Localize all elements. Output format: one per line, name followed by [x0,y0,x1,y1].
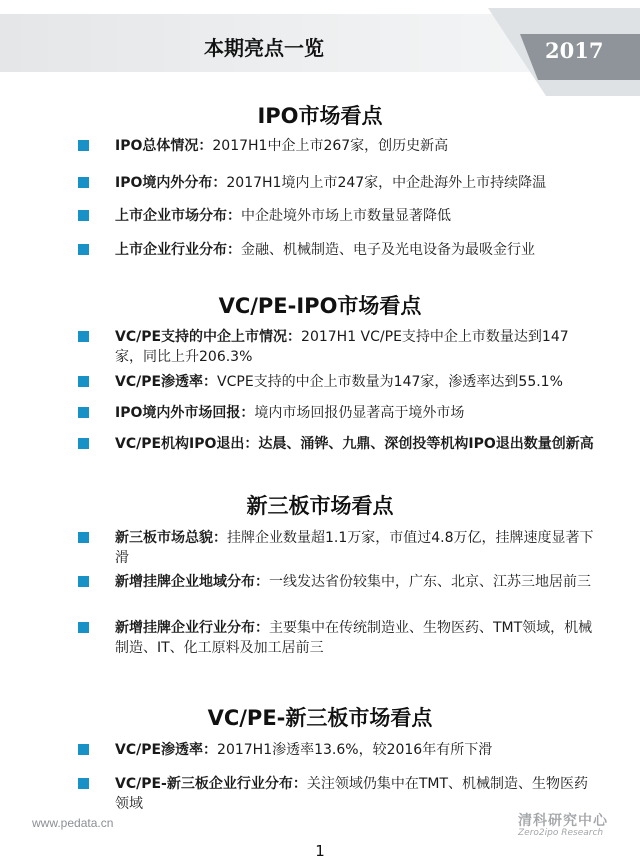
section-title-ipo: IPO市场看点 [257,104,383,128]
bullet-icon [78,210,89,221]
item-label: 新增挂牌企业行业分布： [115,620,269,636]
item-text: 2017H1中企上市267家，创历史新高 [212,138,449,154]
item-text: 金融、机械制造、电子及光电设备为最吸金行业 [241,242,535,258]
item-label: 新三板市场总貌： [115,530,227,546]
bullet-icon [78,622,89,633]
item-text: 一线发达省份较集中，广东、北京、江苏三地居前三 [269,574,591,590]
item-text: 挂牌企业数量超1.1万家，市值过4.8万亿，挂牌速度显著下滑 [115,530,594,566]
logo-main-text: 清科研究中心 [518,813,608,829]
list-item [115,528,595,568]
bullet-icon [78,744,89,755]
bullet-icon [78,532,89,543]
bullet-icon [78,576,89,587]
item-label: IPO总体情况： [115,138,213,154]
item-label: VC/PE机构IPO退出：达晨、涌铧、九鼎、深创投等机构IPO退出数量创新高 [115,436,594,452]
list-item [115,572,595,592]
item-text: 2017H1境内上市247家，中企赴海外上市持续降温 [226,175,547,191]
item-text: 境内市场回报仍显著高于境外市场 [254,405,465,421]
list-item [115,327,595,367]
logo-sub-text: Zero2ipo Research [518,828,604,838]
list-item [115,774,595,814]
item-text: 中企赴境外市场上市数量显著降低 [241,208,451,224]
bullet-icon [78,778,89,789]
item-label: VC/PE渗透率： [115,742,218,758]
list-item [115,173,595,193]
section-title-vcpe-neeq: VC/PE-新三板市场看点 [207,706,433,730]
page-title: 本期亮点一览 [204,36,324,60]
list-item [115,240,595,260]
item-label: 新增挂牌企业地域分布： [115,574,269,590]
footer-url: www.pedata.cn [32,816,114,830]
bullet-icon [78,177,89,188]
item-label: VC/PE支持的中企上市情况： [115,329,302,345]
section-title-neeq: 新三板市场看点 [246,494,394,518]
bullet-icon [78,331,89,342]
item-text: 2017H1渗透率13.6%，较2016年有所下滑 [217,742,493,758]
list-item [115,434,595,454]
item-label: 上市企业市场分布： [115,208,241,224]
bullet-icon [78,140,89,151]
item-label: 上市企业行业分布： [115,242,241,258]
list-item [115,136,595,156]
page-number: 1 [315,842,325,860]
item-text: VCPE支持的中企上市数量为147家，渗透率达到55.1% [217,374,563,390]
section-title-vcpe-ipo: VC/PE-IPO市场看点 [218,294,422,318]
list-item [115,403,595,423]
bullet-icon [78,407,89,418]
list-item [115,206,595,226]
list-item [115,618,595,658]
item-label: IPO境内外分布： [115,175,227,191]
bullet-icon [78,244,89,255]
item-label: VC/PE渗透率： [115,374,218,390]
year-label: 2017 [545,38,604,63]
item-label: IPO境内外市场回报： [115,405,255,421]
list-item [115,372,595,392]
item-text: 关注领域仍集中在TMT、机械制造、生物医药领域 [115,776,589,812]
bullet-icon [78,438,89,449]
item-label: VC/PE-新三板企业行业分布： [115,776,307,792]
item-text: 2017H1 VC/PE支持中企上市数量达到147家，同比上升206.3% [115,329,569,365]
zero2ipo-logo [518,810,608,838]
item-text: 主要集中在传统制造业、生物医药、TMT领域，机械制造、IT、化工原料及加工居前三 [115,620,593,656]
list-item [115,740,595,760]
bullet-icon [78,376,89,387]
